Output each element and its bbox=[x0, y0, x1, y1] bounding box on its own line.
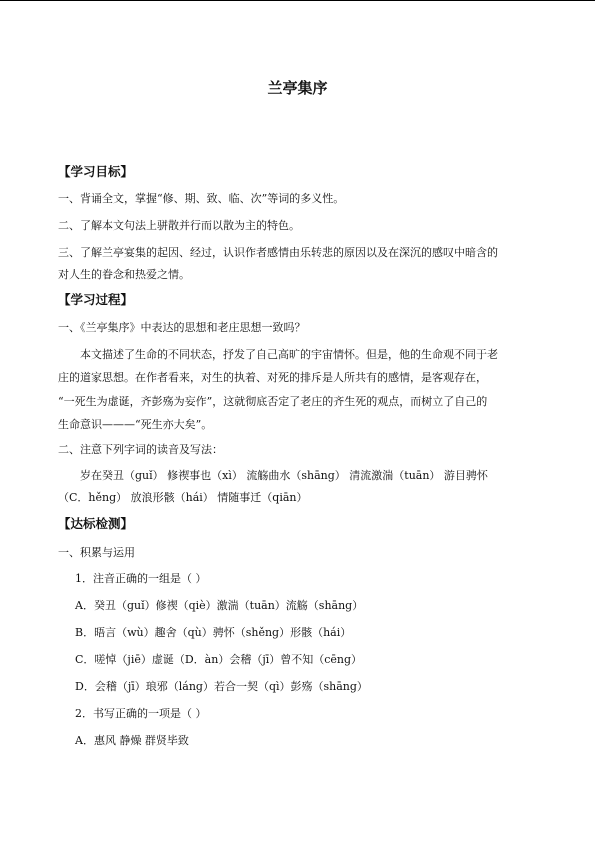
goal-item-1: 一、背诵全文，掌握“修、期、致、临、次”等词的多义性。 bbox=[58, 192, 345, 205]
test-question-2: 2．书写正确的一项是（ ） bbox=[75, 707, 207, 720]
goal-item-2: 二、了解本文句法上骈散并行而以散为主的特色。 bbox=[58, 219, 300, 232]
document-title: 兰亭集序 bbox=[267, 79, 328, 97]
q2-option-a: A．惠风 静燥 群贤毕致 bbox=[75, 734, 189, 747]
goal-item-3-cont: 对人生的眷念和热爱之情。 bbox=[58, 268, 190, 281]
section-heading-test: 【达标检测】 bbox=[58, 516, 134, 531]
answer-line-3: “一死生为虚诞，齐彭殇为妄作”，这就彻底否定了老庄的齐生死的观点，而树立了自己的 bbox=[58, 395, 488, 408]
answer-line-2: 庄的道家思想。在作者看来，对生的执着、对死的排斥是人所共有的感情，是客观存在， bbox=[58, 371, 487, 384]
q1-option-d: D．会稽（jī）琅邪（láng）若合一契（qì）彭殇（shāng） bbox=[75, 680, 368, 693]
q1-option-a: A．癸丑（guǐ）修禊（qiè）激湍（tuān）流觞（shāng） bbox=[75, 599, 364, 612]
test-question-1: 1．注音正确的一组是（ ） bbox=[75, 572, 207, 585]
words-line-2: （C．hěng） 放浪形骸（hái） 情随事迁（qiān） bbox=[58, 491, 308, 504]
section-heading-goals: 【学习目标】 bbox=[58, 164, 134, 179]
q1-option-b: B．晤言（wù）趣舍（qù）骋怀（shěng）形骸（hái） bbox=[75, 626, 352, 639]
words-line-1: 岁在癸丑（guǐ） 修禊事也（xì） 流觞曲水（shāng） 清流激湍（tuān） 游目骋怀 bbox=[80, 469, 488, 482]
q1-option-c: C．嗟悼（jiē）虚诞（D．àn）会稽（jī）曾不知（cēng） bbox=[75, 653, 363, 666]
process-question-2: 二、注意下列字词的读音及写法： bbox=[58, 443, 223, 456]
answer-line-1: 本文描述了生命的不同状态，抒发了自己高旷的宇宙情怀。但是，他的生命观不同于老 bbox=[80, 348, 498, 361]
section-heading-process: 【学习过程】 bbox=[58, 292, 134, 307]
goal-item-3: 三、了解兰亭宴集的起因、经过，认识作者感情由乐转悲的原因以及在深沉的感叹中暗含的 bbox=[58, 246, 498, 259]
process-question-1: 一、《兰亭集序》中表达的思想和老庄思想一致吗？ bbox=[58, 321, 306, 334]
answer-line-4: 生命意识———“死生亦大矣”。 bbox=[58, 418, 213, 431]
test-part-1: 一、积累与运用 bbox=[58, 546, 135, 559]
